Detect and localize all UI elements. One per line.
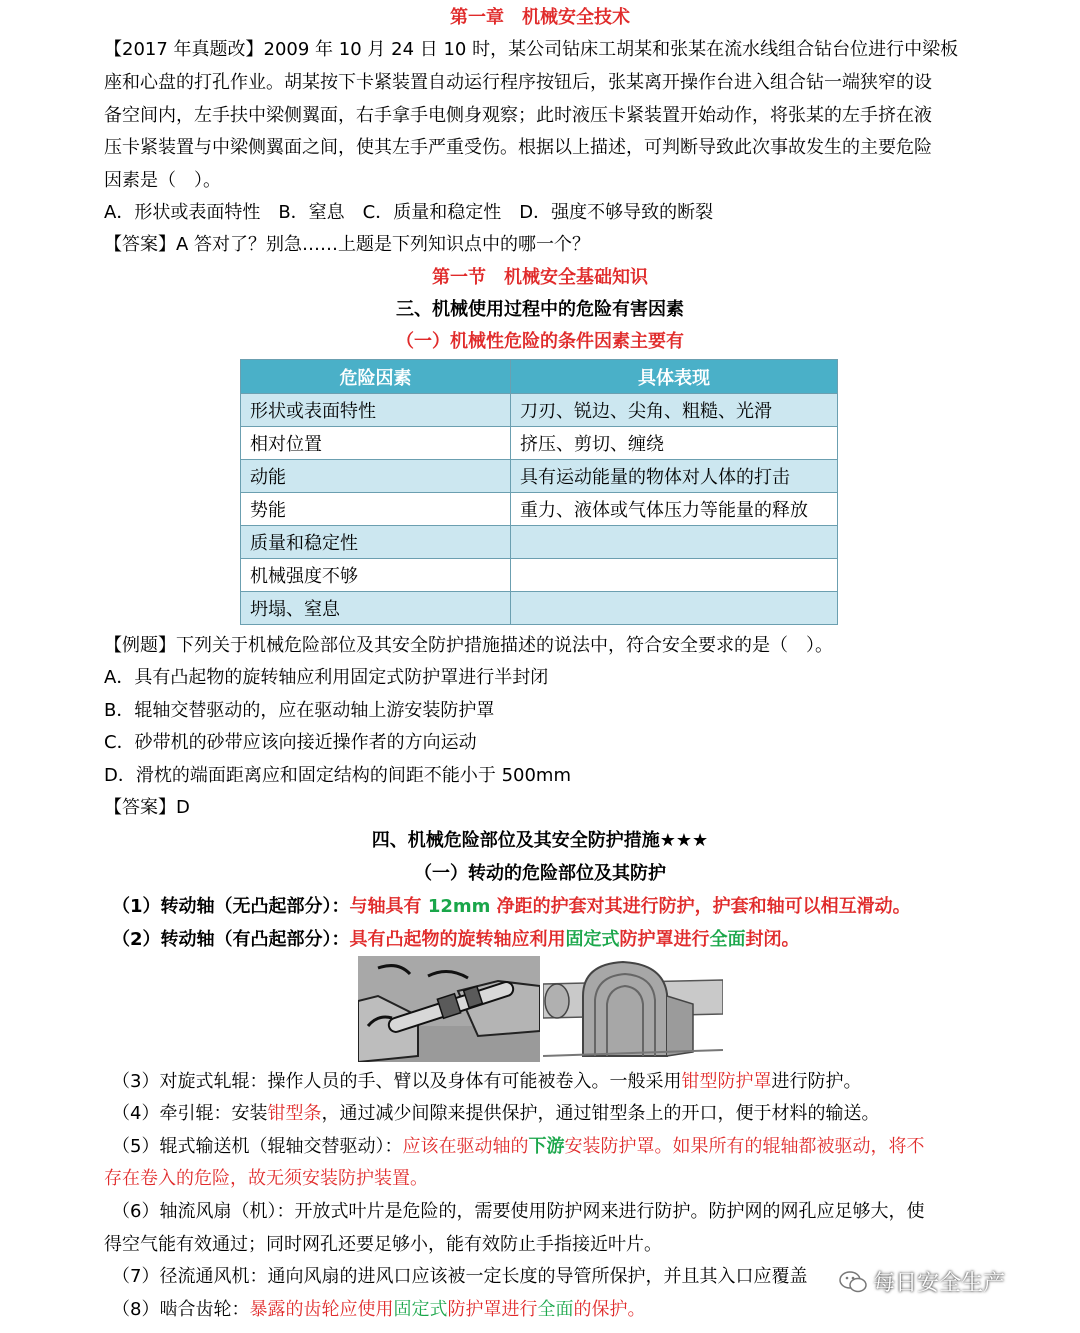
example-stem: 【例题】下列关于机械危险部位及其安全防护措施描述的说法中，符合安全要求的是（ ）。 — [104, 635, 833, 656]
item-3-highlight: 钳型防护罩 — [681, 1071, 772, 1092]
item-4-text-2: ，通过减少间隙来提供保护，通过钳型条上的开口，便于材料的输送。 — [321, 1103, 880, 1124]
table-header: 危险因素 — [241, 360, 511, 394]
question-line-1: 【2017 年真题改】2009 年 10 月 24 日 10 时，某公司钻床工胡某和张某在流水线组合钻台位进行中梁板 — [104, 39, 959, 60]
watermark — [838, 1266, 1005, 1297]
table-row — [241, 559, 838, 592]
table-cell: 刀刃、锐边、尖角、粗糙、光滑 — [511, 394, 838, 427]
question-line-2: 座和心盘的打孔作业。胡某按下卡紧装置自动运行程序按钮后，张某离开操作台进入组合钻一端狭窄的设 — [104, 72, 932, 93]
watermark-text: 每日安全生产 — [873, 1271, 1006, 1296]
item-5-highlight-2: 安装防护罩。如果所有的辊轴都被驱动，将不 — [564, 1136, 925, 1157]
question-answer: 【答案】A 答对了？别急……上题是下列知识点中的哪一个？ — [104, 234, 591, 255]
item-5-line-2: 存在卷入的危险，故无须安装防护装置。 — [104, 1168, 428, 1189]
table-cell: 机械强度不够 — [241, 559, 511, 592]
item-8-highlight-3: 的保护。 — [573, 1299, 646, 1320]
table-header: 具体表现 — [511, 360, 838, 394]
item-1-text: 与轴具有 — [349, 896, 428, 917]
item-2-label: （2）转动轴（有凸起部分）： — [112, 929, 350, 950]
item-3-text: （3）对旋式轧辊：操作人员的手、臂以及身体有可能被卷入。一般采用 — [112, 1071, 682, 1092]
table-cell: 动能 — [241, 460, 511, 493]
item-5 — [112, 1130, 924, 1163]
item-8-highlight-green: 固定式 — [393, 1299, 448, 1320]
table-row — [241, 427, 838, 460]
table-row — [241, 460, 838, 493]
subsection-3-1-title: （一）机械性危险的条件因素主要有 — [396, 331, 684, 352]
subsection-3-title: 三、机械使用过程中的危险有害因素 — [396, 299, 684, 320]
table-cell: 相对位置 — [241, 427, 511, 460]
table-cell: 挤压、剪切、缠绕 — [511, 427, 838, 460]
item-5-highlight: 应该在驱动轴的 — [402, 1136, 529, 1157]
table-row — [241, 493, 838, 526]
table-cell: 势能 — [241, 493, 511, 526]
subsection-4-1-title: （一）转动的危险部位及其防护 — [414, 863, 666, 884]
item-6-line-1: （6）轴流风扇（机）：开放式叶片是危险的，需要使用防护网来进行防护。防护网的网孔应足够大，使 — [112, 1201, 925, 1222]
table-header-row — [241, 360, 838, 394]
item-1 — [112, 890, 911, 923]
question-line-4: 压卡紧装置与中梁侧翼面之间，使其左手严重受伤。根据以上描述，可判断导致此次事故发生的主要危险 — [104, 137, 932, 158]
item-1-text-2: 净距的护套对其进行防护，护套和轴可以相互滑动。 — [490, 896, 911, 917]
item-2-highlight-2: 全面 — [709, 929, 746, 950]
table-cell — [511, 526, 838, 559]
table-cell: 具有运动能量的物体对人体的打击 — [511, 460, 838, 493]
item-2-text-2: 防护罩进行 — [619, 929, 710, 950]
item-8 — [112, 1293, 645, 1326]
item-8-highlight: 暴露的齿轮应使用 — [249, 1299, 394, 1320]
item-2 — [112, 923, 800, 956]
item-1-highlight: 12mm — [427, 896, 491, 917]
wechat-icon — [838, 1269, 868, 1295]
table-row — [241, 526, 838, 559]
table-cell: 形状或表面特性 — [241, 394, 511, 427]
item-3 — [112, 1065, 861, 1098]
table-row — [241, 394, 838, 427]
table-cell: 坍塌、窒息 — [241, 592, 511, 625]
table-row — [241, 592, 838, 625]
chapter-title: 第一章 机械安全技术 — [450, 7, 630, 28]
example-option-c: C．砂带机的砂带应该向接近操作者的方向运动 — [104, 732, 477, 753]
guarded-shaft-illustration — [543, 956, 723, 1062]
section-title: 第一节 机械安全基础知识 — [432, 267, 648, 288]
item-3-text-2: 进行防护。 — [771, 1071, 862, 1092]
item-4 — [112, 1097, 879, 1130]
table-cell — [511, 559, 838, 592]
table-cell: 重力、液体或气体压力等能量的释放 — [511, 493, 838, 526]
item-4-highlight: 钳型条 — [267, 1103, 322, 1124]
item-4-text: （4）牵引辊：安装 — [112, 1103, 268, 1124]
item-8-highlight-green-2: 全面 — [537, 1299, 574, 1320]
item-7: （7）径流通风机：通向风扇的进风口应该被一定长度的导管所保护，并且其入口应覆盖 — [112, 1266, 808, 1287]
table-cell: 质量和稳定性 — [241, 526, 511, 559]
item-8-highlight-2: 防护罩进行 — [447, 1299, 538, 1320]
item-8-text: （8）啮合齿轮： — [112, 1299, 250, 1320]
item-2-text: 具有凸起物的旋转轴应利用 — [349, 929, 566, 950]
question-line-3: 备空间内，左手扶中梁侧翼面，右手拿手电侧身观察；此时液压卡紧装置开始动作，将张某的左手挤在液 — [104, 105, 932, 126]
example-option-b: B．辊轴交替驱动的，应在驱动轴上游安装防护罩 — [104, 700, 495, 721]
question-line-5: 因素是（ ）。 — [104, 170, 221, 191]
item-6-line-2: 得空气能有效通过；同时网孔还要足够小，能有效防止手指接近叶片。 — [104, 1234, 662, 1255]
example-option-a: A．具有凸起物的旋转轴应利用固定式防护罩进行半封闭 — [104, 667, 549, 688]
item-2-text-3: 封闭。 — [745, 929, 800, 950]
plain-shaft-illustration — [358, 956, 540, 1062]
question-options: A．形状或表面特性 B．窒息 C．质量和稳定性 D．强度不够导致的断裂 — [104, 202, 714, 223]
item-1-label: （1）转动轴（无凸起部分）： — [112, 896, 350, 917]
risk-factor-table — [240, 359, 838, 625]
example-option-d: D．滑枕的端面距离应和固定结构的间距不能小于 500mm — [104, 765, 572, 786]
item-5-highlight-green: 下游 — [528, 1136, 565, 1157]
table-cell — [511, 592, 838, 625]
item-2-highlight: 固定式 — [565, 929, 620, 950]
example-answer: 【答案】D — [104, 797, 190, 818]
subsection-4-title: 四、机械危险部位及其安全防护措施★★★ — [371, 830, 709, 851]
item-5-text: （5）辊式输送机（辊轴交替驱动）： — [112, 1136, 403, 1157]
